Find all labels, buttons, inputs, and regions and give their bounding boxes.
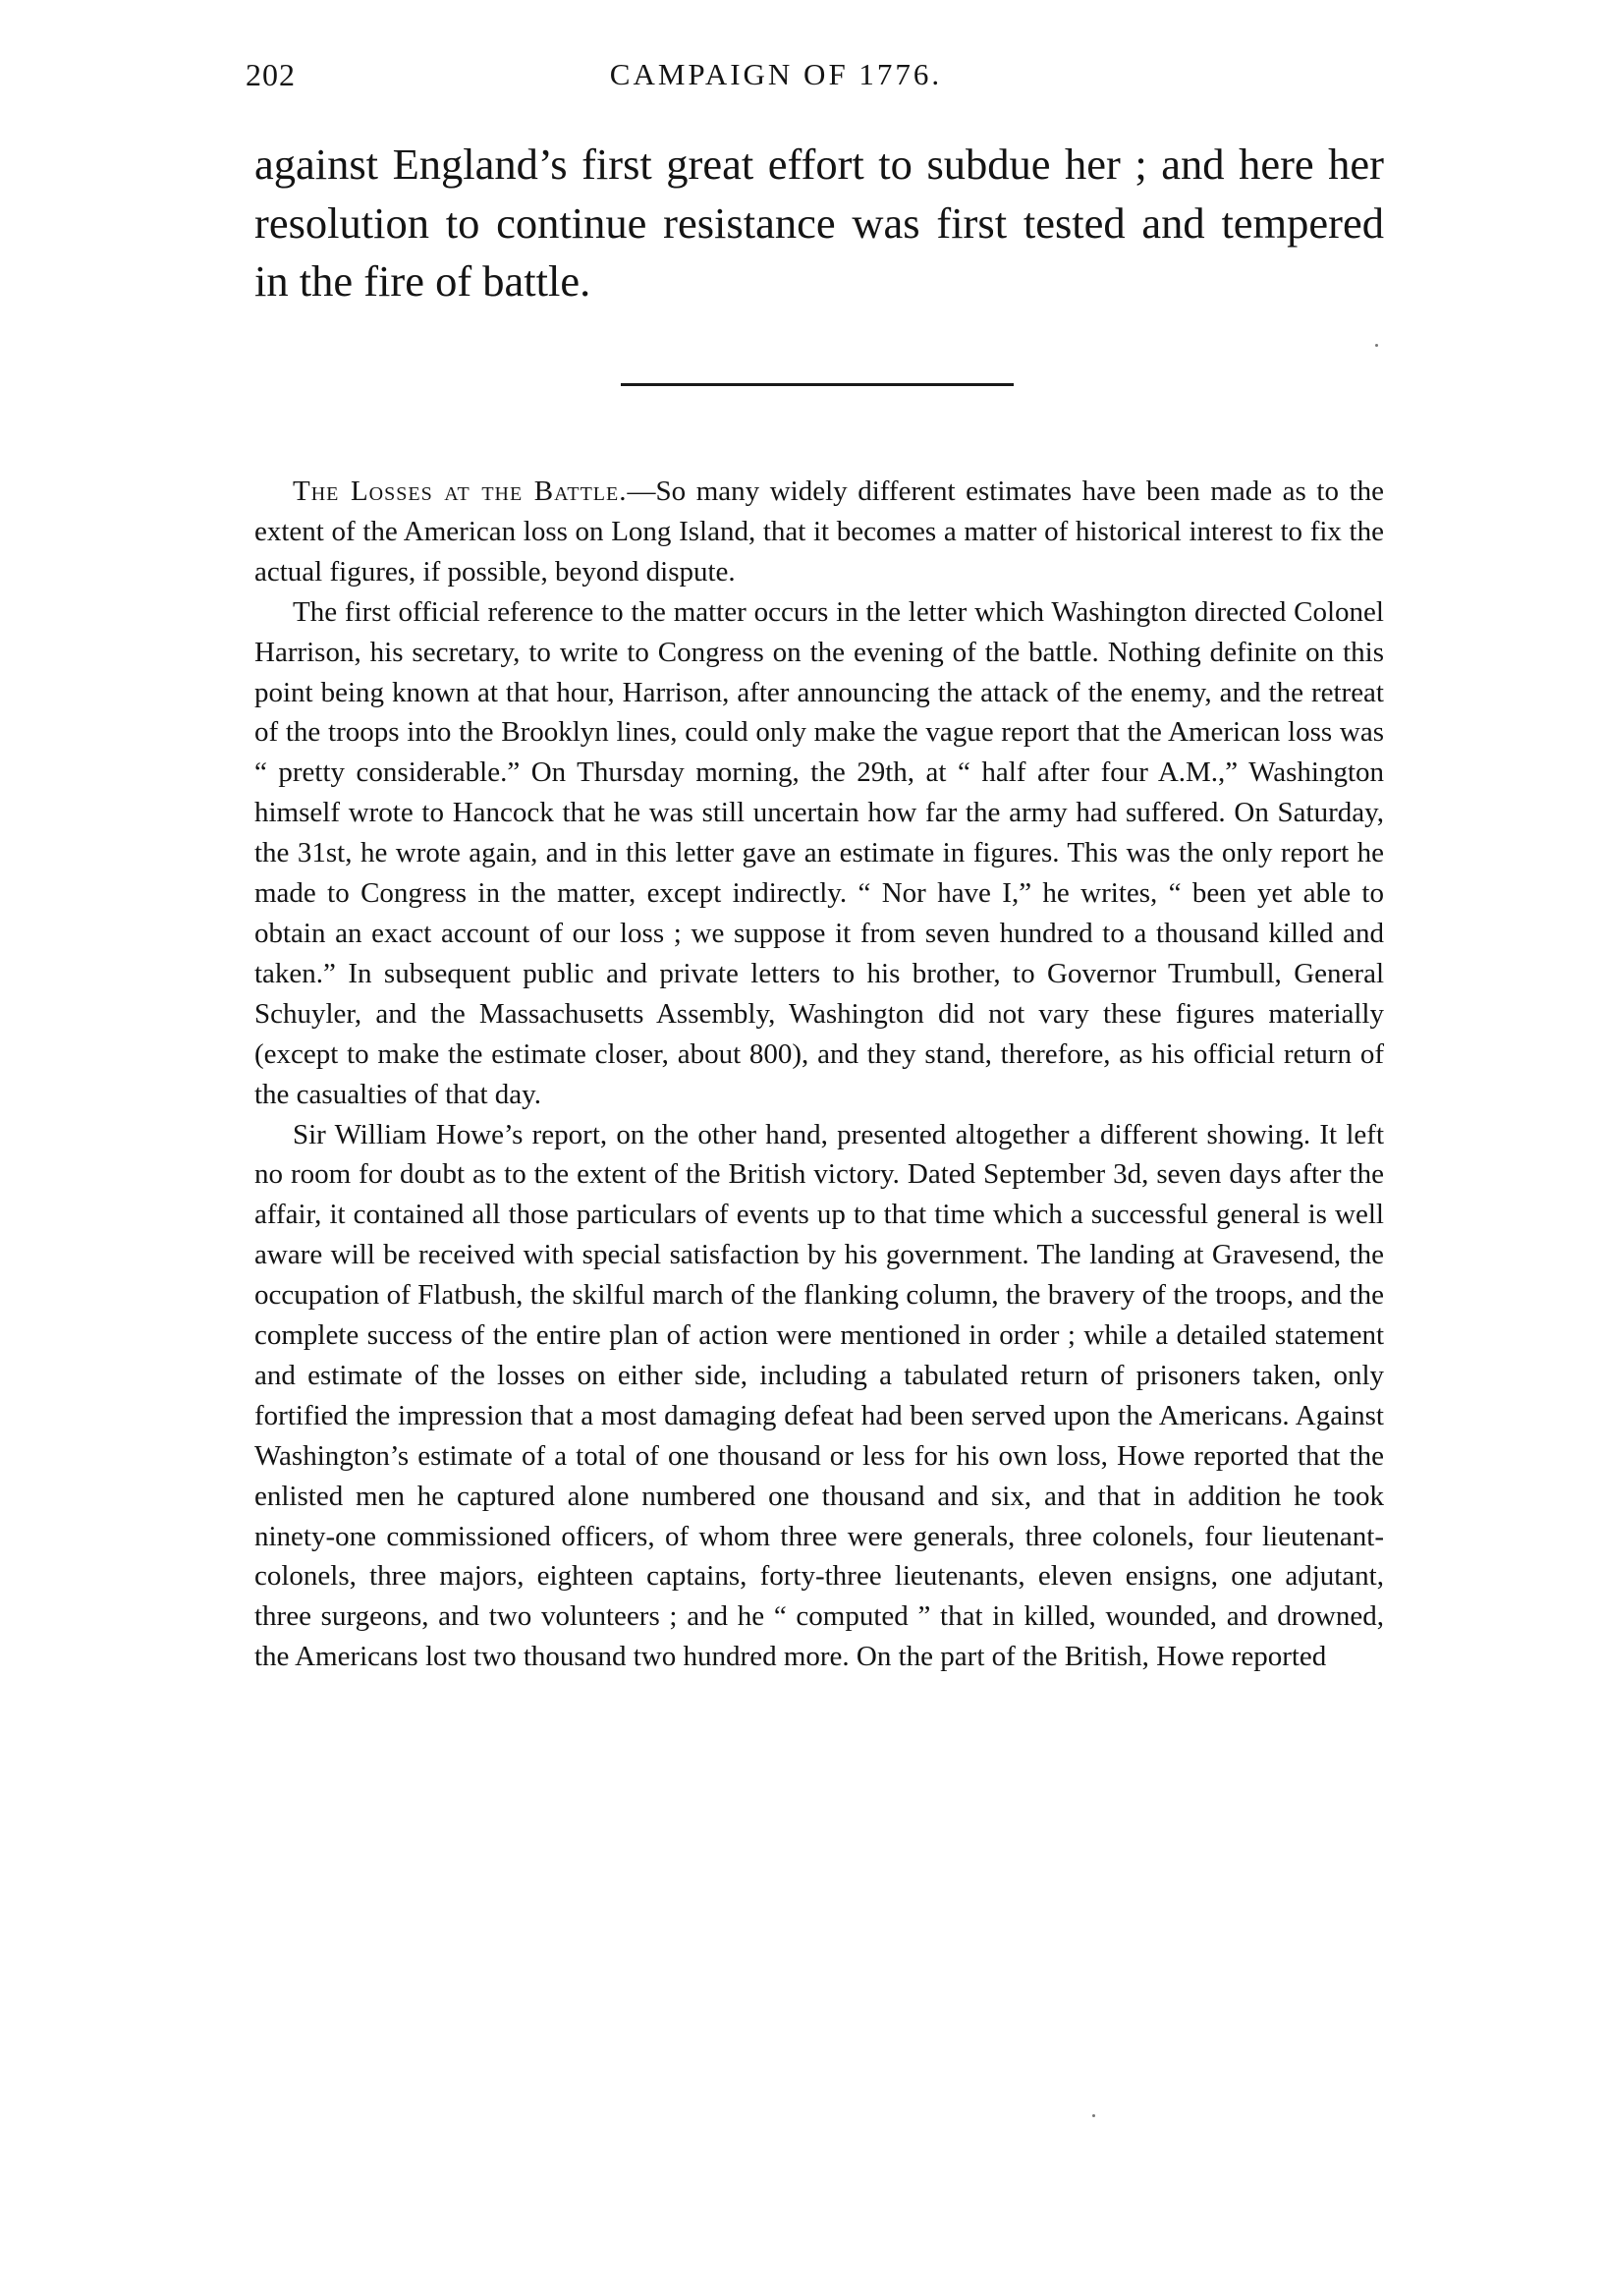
note-paragraph-1-text: —So many widely different estimates have been made as to the extent of the American loss on Long Island, that it becomes a matter of historical interest to fix the actual figures, if possible, beyond dispute.	[254, 476, 1385, 588]
lead-paragraph: against England’s first great effort to subdue her ; and here her resolution to continue resistance was first tested and tempered in the fire of battle.	[254, 140, 1384, 306]
note-paragraph-3: Sir William Howe’s report, on the other hand, presented altogether a different showing. It left no room for doubt as to the extent of the British victory. Dated September 3d, seven days after the affair, it contained all those particulars of events up to that time which a successful general is well aware will be received with special satisfaction by his government. The landing at Gravesend, the occupation of Flatbush, the skilful march of the flanking column, the bravery of the troops, and the complete success of the entire plan of action were mentioned in order ; while a detailed statement and estimate of the losses on either side, including a tabulated return of prisoners taken, only fortified the impression that a most damaging defeat had been served upon the Americans. Against Washington’s estimate of a total of one thousand or less for his own loss, Howe reported that the enlisted men he captured alone numbered one thousand and six, and that in addition he took ninety-one commissioned officers, of whom three were generals, three colonels, four lieutenant-colonels, three majors, eighteen captains, forty-three lieutenants, eleven ensigns, one adjutant, three surgeons, and two volunteers ; and he “ computed ” that in killed, wounded, and drowned, the Americans lost two thousand two hundred more. On the part of the British, Howe reported	[254, 1118, 1384, 1673]
footnote-section	[254, 472, 1384, 1677]
note-paragraph-2: The first official reference to the matter occurs in the letter which Washington directed Colonel Harrison, his secretary, to write to Congress on the evening of the battle. Nothing definite on this point being known at that hour, Harrison, after announcing the attack of the enemy, and the retreat of the troops into the Brooklyn lines, could only make the vague report that the American loss was “ pretty considerable.” On Thursday morning, the 29th, at “ half after four A.M.,” Washington himself wrote to Hancock that he was still uncertain how far the army had suffered. On Saturday, the 31st, he wrote again, and in this letter gave an estimate in figures. This was the only report he made to Congress in the matter, except indirectly. “ Nor have I,” he writes, “ been yet able to obtain an exact account of our loss ; we suppose it from seven hundred to a thousand killed and taken.” In subsequent public and private letters to his brother, to Governor Trumbull, General Schuyler, and the Massachusetts Assembly, Washington did not vary these figures materially (except to make the estimate closer, about 800), and they stand, therefore, as his official return of the casualties of that day.	[254, 595, 1384, 1110]
note-heading: The Losses at the Battle.	[293, 476, 628, 507]
running-title: CAMPAIGN OF 1776.	[609, 57, 943, 91]
paper-speck	[1092, 2114, 1095, 2117]
note-paragraph-1	[254, 472, 1384, 592]
page-number: 202	[246, 57, 296, 92]
section-divider-rule	[621, 383, 1014, 386]
running-head	[246, 57, 1385, 106]
paper-speck	[1375, 344, 1378, 347]
